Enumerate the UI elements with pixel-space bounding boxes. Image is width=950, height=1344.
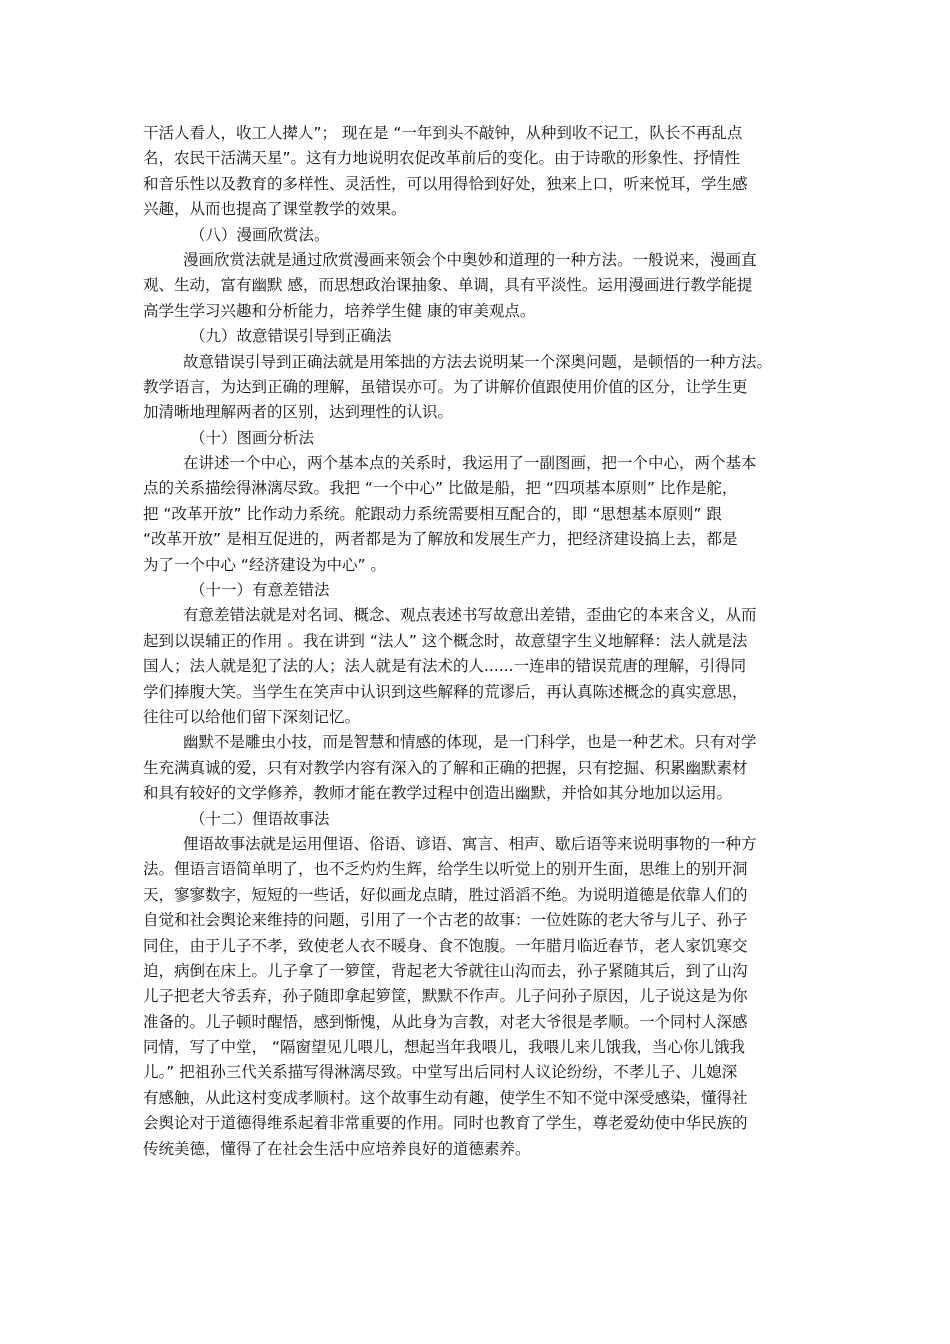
text-line: 为了一个中心 “经济建设为中心” 。 <box>143 555 386 574</box>
text-line: 教学语言，为达到正确的理解，虽错误亦可。为了讲解价值跟使用价值的区分，让学生更 <box>143 377 748 396</box>
text-line: 同住，由于儿子不孝，致使老人衣不暖身、食不饱腹。一年腊月临近春节，老人家饥寒交 <box>143 936 748 955</box>
text-line: 同情，写了中堂， “隔窗望见儿喂儿，想起当年我喂儿，我喂儿来儿饿我，当心你儿饿我 <box>143 1038 745 1057</box>
document-body <box>143 121 811 1162</box>
text-line: 点的关系描绘得淋漓尽致。我把 “一个中心” 比做是船，把 “四项基本原则” 比作是舵， <box>143 479 738 498</box>
text-line: 加清晰地理解两者的区别，达到理性的认识。 <box>143 403 454 422</box>
text-line: 会舆论对于道德得维系起着非常重要的作用。同时也教育了学生，尊老爱幼使中华民族的 <box>143 1114 748 1133</box>
section-heading: （十二）俚语故事法 <box>190 809 330 828</box>
text-line: 名，农民干活满天星”。这有力地说明农促改革前后的变化。由于诗歌的形象性、抒情性 <box>143 149 741 168</box>
text-line: 天，寥寥数字，短短的一些话，好似画龙点睛，胜过滔滔不绝。为说明道德是依靠人们的 <box>143 885 748 904</box>
text-line: 在讲述一个中心，两个基本点的关系时，我运用了一副图画，把一个中心，两个基本 <box>183 454 757 473</box>
section-heading: （九）故意错误引导到正确法 <box>190 327 392 346</box>
text-line: 俚语故事法就是运用俚语、俗语、谚语、寓言、相声、歇后语等来说明事物的一种方 <box>183 834 757 853</box>
text-line: 准备的。儿子顿时醒悟，感到惭愧，从此身为言教，对老大爷很是孝顺。一个同村人深感 <box>143 1012 748 1031</box>
text-line: 漫画欣赏法就是通过欣赏漫画来领会个中奥妙和道理的一种方法。一般说来，漫画直 <box>183 250 757 269</box>
text-line: 国人；法人就是犯了法的人；法人就是有法术的人......一连串的错误荒唐的理解，引得同 <box>143 657 747 676</box>
text-line: 有感触，从此这村变成孝顺村。这个故事生动有趣，使学生不知不觉中深受感染，懂得社 <box>143 1088 748 1107</box>
text-line: 和音乐性以及教育的多样性、灵活性，可以用得恰到好处，独来上口，听来悦耳，学生感 <box>143 174 748 193</box>
text-line: 有意差错法就是对名词、概念、观点表述书写故意出差错，歪曲它的本来含义，从而 <box>183 606 757 625</box>
text-line: 幽默不是雕虫小技，而是智慧和情感的体现，是一门科学，也是一种艺术。只有对学 <box>183 733 757 752</box>
text-line: 兴趣，从而也提高了课堂教学的效果。 <box>143 200 407 219</box>
text-line: 儿子把老大爷丢弃，孙子随即拿起箩筐，默默不作声。儿子问孙子原因，儿子说这是为你 <box>143 987 748 1006</box>
text-line: 观、生动，富有幽默 感，而思想政治课抽象、单调，具有平淡性。运用漫画进行教学能提 <box>143 276 753 295</box>
text-line: 自觉和社会舆论来维持的问题，引用了一个古老的故事：一位姓陈的老大爷与儿子、孙子 <box>143 911 748 930</box>
text-line: 故意错误引导到正确法就是用笨拙的方法去说明某一个深奥问题，是顿悟的一种方法。 <box>183 352 773 371</box>
text-line: 传统美德，懂得了在社会生活中应培养良好的道德素养。 <box>143 1139 531 1158</box>
text-line: 起到以误辅正的作用 。我在讲到 “法人” 这个概念时，故意望字生义地解释：法人就是法 <box>143 631 748 650</box>
text-line: 学们捧腹大笑。当学生在笑声中认识到这些解释的荒谬后，再认真陈述概念的真实意思， <box>143 682 748 701</box>
section-heading: （八）漫画欣赏法。 <box>190 225 330 244</box>
text-line: 高学生学习兴趣和分析能力，培养学生健 康的审美观点。 <box>143 301 536 320</box>
text-line: 把 “改革开放” 比作动力系统。舵跟动力系统需要相互配合的，即 “思想基本原则” 跟 <box>143 504 722 523</box>
text-line: 干活人看人，收工人撵人”； 现在是 “一年到头不敲钟，从种到收不记工，队长不再乱点 <box>143 124 743 142</box>
text-line: 往往可以给他们留下深刻记忆。 <box>143 707 361 726</box>
text-line: 法。俚语言语简单明了，也不乏灼灼生辉，给学生以听觉上的别开生面，思维上的别开洞 <box>143 860 748 879</box>
text-line: 和具有较好的文学修养，教师才能在教学过程中创造出幽默，并恰如其分地加以运用。 <box>143 784 733 803</box>
section-heading: （十一）有意差错法 <box>190 581 330 600</box>
text-line: “改革开放” 是相互促进的，两者都是为了解放和发展生产力，把经济建设搞上去，都是 <box>143 530 738 549</box>
text-line: 儿。” 把祖孙三代关系描写得淋漓尽致。中堂写出后同村人议论纷纷，不孝儿子、儿媳深 <box>143 1063 738 1082</box>
text-line: 迫，病倒在床上。儿子拿了一箩筐，背起老大爷就往山沟而去，孙子紧随其后，到了山沟 <box>143 961 748 980</box>
section-heading: （十）图画分析法 <box>190 428 315 447</box>
text-line: 生充满真诚的爱，只有对教学内容有深入的了解和正确的把握，只有挖掘、积累幽默素材 <box>143 758 748 777</box>
